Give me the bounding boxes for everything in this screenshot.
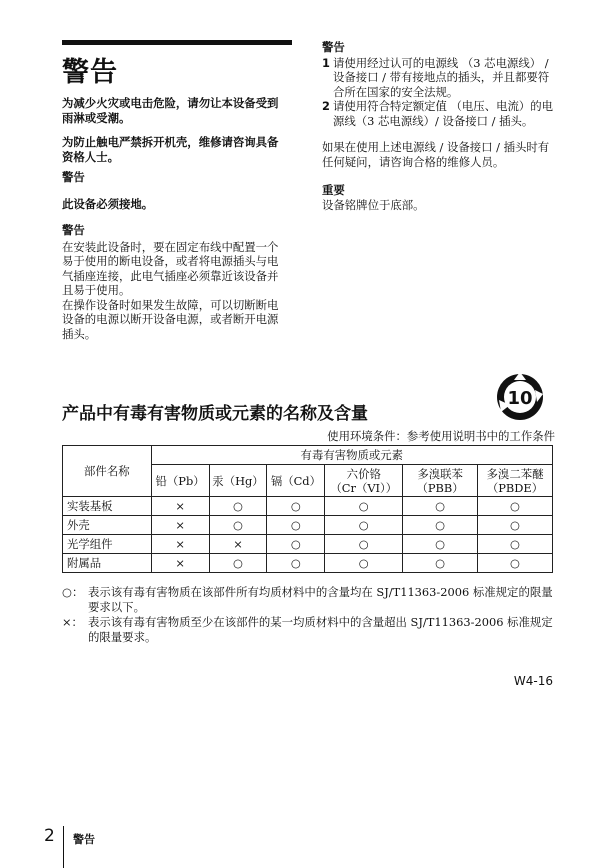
row-part-name: 附属品 (63, 554, 152, 573)
hazardous-substance-table (62, 445, 553, 573)
logo-number: 10 (507, 388, 533, 409)
table-cell: ○ (267, 554, 325, 573)
table-cell: ○ (267, 535, 325, 554)
table-cell: ○ (478, 497, 553, 516)
table-cell: × (151, 535, 209, 554)
nameplate-note: 设备铭牌位于底部。 (322, 197, 425, 212)
table-cell: ○ (209, 497, 267, 516)
warning-fault: 在操作设备时如果发生故障，可以切断断电设备的电源以断开设备电源，或者断开电源插头。 (62, 297, 279, 341)
row-part-name: 光学组件 (63, 535, 152, 554)
note-text: 表示该有毒有害物质至少在该部件的某一均质材料中的含量超出 SJ/T11363-2006 标准规定的限量要求。 (88, 615, 553, 644)
warning-open-case: 为防止触电严禁拆开机壳，维修请咨询具备资格人士。 (62, 135, 279, 164)
table-cell: × (209, 535, 267, 554)
column-header: 六价铬 （Cr（VI）） (325, 465, 403, 497)
left-column (62, 96, 287, 341)
table-cell: ○ (403, 516, 478, 535)
table-cell: ○ (267, 497, 325, 516)
table-cell: ○ (478, 535, 553, 554)
right-heading-1: 警告 (322, 40, 345, 54)
table-cell: × (151, 554, 209, 573)
row-part-name: 外壳 (63, 516, 152, 535)
item-number: 2 (322, 99, 330, 113)
list-item (322, 56, 556, 100)
table-cell: ○ (403, 554, 478, 573)
column-header: 镉（Cd） (267, 465, 325, 497)
header-part-name: 部件名称 (63, 446, 152, 497)
table-cell: ○ (325, 497, 403, 516)
table-row (63, 516, 553, 535)
table-cell: ○ (403, 497, 478, 516)
table-row (63, 497, 553, 516)
right-column (322, 40, 556, 212)
table-cell: ○ (267, 516, 325, 535)
warning-ground: 此设备必须接地。 (62, 196, 154, 211)
note-text: 表示该有毒有害物质在该部件所有均质材料中的含量均在 SJ/T11363-2006 标准规定的限量要求以下。 (88, 585, 553, 614)
title-rule (62, 40, 292, 45)
table-cell: ○ (325, 535, 403, 554)
warning-heading-4: 警告 (62, 223, 85, 237)
note-item (62, 585, 557, 615)
warning-heading-3: 警告 (62, 170, 85, 184)
list-item (322, 99, 556, 128)
warning-rain: 为减少火灾或电击危险，请勿让本设备受到雨淋或受潮。 (62, 96, 279, 125)
page-title: 警告 (62, 57, 118, 88)
item-text: 请使用经过认可的电源线 （3 芯电源线） / 设备接口 / 带有接地点的插头，并且都要符合所在国家的安全法规。 (333, 55, 550, 99)
column-header: 汞（Hg） (209, 465, 267, 497)
table-cell: ○ (209, 554, 267, 573)
table-row (63, 535, 553, 554)
page-number: 2 (44, 826, 55, 846)
footer-label: 警告 (73, 833, 95, 846)
note-item (62, 615, 557, 645)
table-cell: ○ (478, 554, 553, 573)
usage-condition: 使用环境条件：参考使用说明书中的工作条件 (327, 429, 555, 443)
table-cell: ○ (325, 516, 403, 535)
environmental-period-logo (495, 372, 545, 422)
table-cell: × (151, 516, 209, 535)
note-mark: ○： (62, 585, 84, 599)
column-header: 多溴二苯醚 （PBDE） (478, 465, 553, 497)
item-number: 1 (322, 55, 330, 70)
column-header: 多溴联苯 （PBB） (403, 465, 478, 497)
table-cell: ○ (325, 554, 403, 573)
table-cell: ○ (478, 516, 553, 535)
item-text: 请使用符合特定额定值 （电压、电流）的电源线（3 芯电源线）/ 设备接口 / 插头。 (333, 99, 554, 128)
row-part-name: 实装基板 (63, 497, 152, 516)
note-mark: ×： (62, 615, 83, 629)
warning-install: 在安装此设备时，要在固定布线中配置一个易于使用的断电设备，或者将电源插头与电气插座连接，此电气插座必须靠近该设备并且易于使用。 (62, 239, 279, 297)
toxic-title: 产品中有毒有害物质或元素的名称及含量 (62, 404, 368, 424)
document-code: W4-16 (513, 674, 553, 688)
table-cell: ○ (403, 535, 478, 554)
table-notes (62, 585, 557, 645)
footer-divider (63, 826, 64, 868)
table-row (63, 554, 553, 573)
right-inquiry: 如果在使用上述电源线 / 设备接口 / 插头时有任何疑问，请咨询合格的维修人员。 (322, 140, 550, 169)
table-cell: × (151, 497, 209, 516)
right-heading-2: 重要 (322, 183, 345, 197)
table-cell: ○ (209, 516, 267, 535)
header-substance-group: 有毒有害物质或元素 (151, 446, 552, 465)
column-header: 铅（Pb） (151, 465, 209, 497)
